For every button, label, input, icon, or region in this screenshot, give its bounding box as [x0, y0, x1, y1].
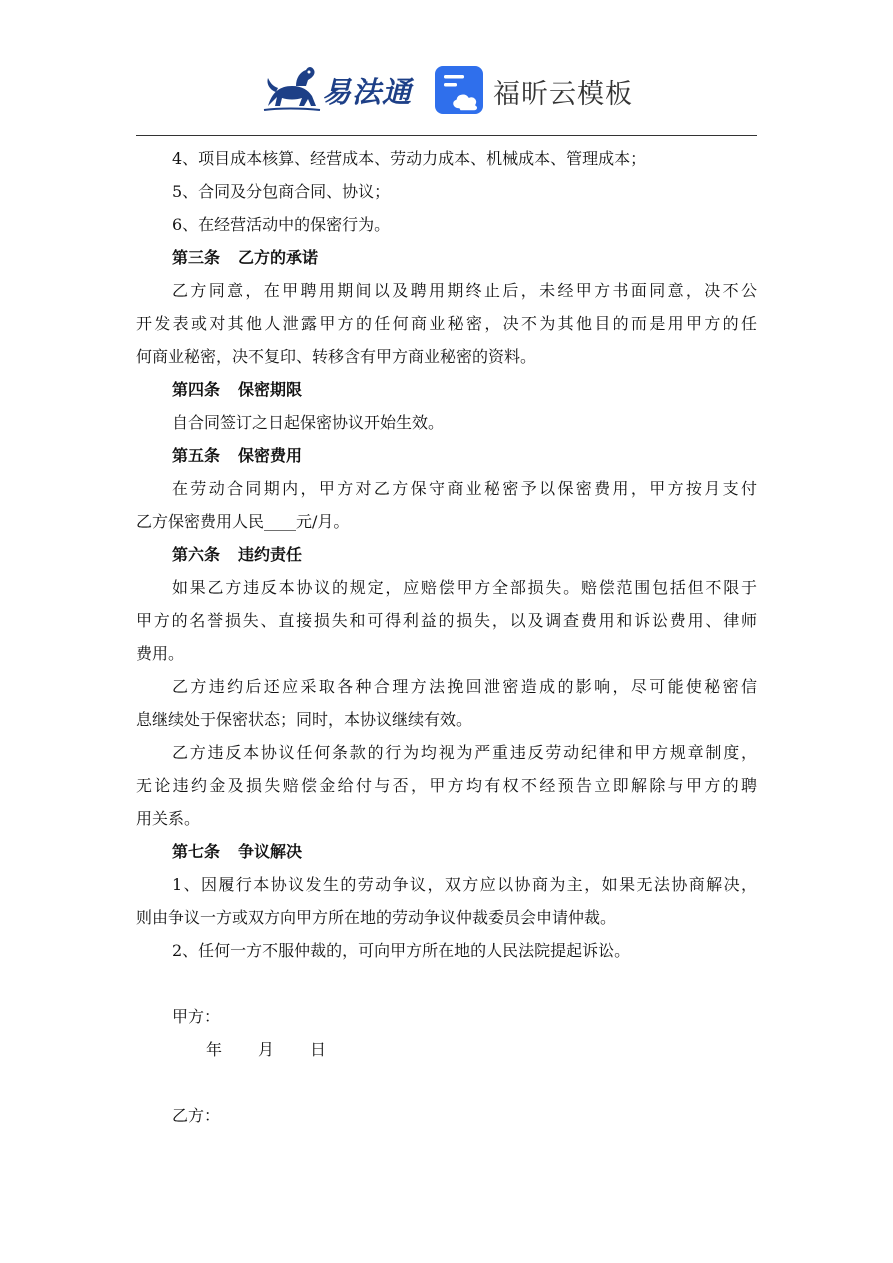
page-header	[0, 0, 893, 136]
article-number: 第三条	[172, 248, 221, 267]
logo-right-text: 福昕云模板	[493, 79, 633, 110]
article-number: 第六条	[172, 545, 221, 564]
article-number: 第五条	[172, 446, 221, 465]
article-title: 保密期限	[238, 380, 303, 399]
foxit-cloud-template-logo	[435, 64, 635, 118]
paragraph-line: 乙方同意，在甲聘用期间以及聘用期终止后，未经甲方书面同意，决不公	[172, 281, 757, 300]
logo-left-text: 易法通	[322, 75, 413, 109]
paragraph-line: 无论违约金及损失赔偿金给付与否，甲方均有权不经预告立即解除与甲方的聘	[136, 776, 757, 795]
paragraph-line: 自合同签订之日起保密协议开始生效。	[172, 413, 445, 432]
year-label: 年	[206, 1040, 223, 1059]
blank-line	[136, 967, 757, 1000]
yifatong-logo	[262, 62, 412, 116]
article-7-heading	[136, 835, 757, 868]
article-title: 违约责任	[238, 545, 303, 564]
paragraph-line: 息继续处于保密状态；同时，本协议继续有效。	[136, 710, 473, 729]
article-title: 乙方的承诺	[238, 248, 319, 267]
article-4-heading	[136, 373, 757, 406]
header-divider	[136, 135, 757, 136]
paragraph-line: 如果乙方违反本协议的规定，应赔偿甲方全部损失。赔偿范围包括但不限于	[172, 578, 757, 597]
article-title: 保密费用	[238, 446, 303, 465]
paragraph-line: 乙方保密费用人民____元/月。	[136, 512, 350, 531]
party-a-date	[136, 1033, 757, 1066]
paragraph-line: 开发表或对其他人泄露甲方的任何商业秘密，决不为其他目的而是用甲方的任	[136, 314, 757, 333]
month-label: 月	[258, 1040, 275, 1059]
paragraph-line: 4、项目成本核算、经营成本、劳动力成本、机械成本、管理成本；	[172, 149, 647, 168]
paragraph-line: 则由争议一方或双方向甲方所在地的劳动争议仲裁委员会申请仲裁。	[136, 908, 617, 927]
day-label: 日	[310, 1040, 327, 1059]
paragraph-line: 1、因履行本协议发生的劳动争议，双方应以协商为主，如果无法协商解决，	[172, 875, 757, 894]
paragraph-line: 用关系。	[136, 809, 201, 828]
article-number: 第四条	[172, 380, 221, 399]
article-3-heading	[136, 241, 757, 274]
document-body	[136, 142, 757, 1132]
paragraph-line: 2、任何一方不服仲裁的，可向甲方所在地的人民法院提起诉讼。	[172, 941, 631, 960]
paragraph-line: 5、合同及分包商合同、协议；	[172, 182, 391, 201]
party-a-label: 甲方：	[172, 1007, 221, 1026]
paragraph-line: 在劳动合同期内，甲方对乙方保守商业秘密予以保密费用，甲方按月支付	[172, 479, 757, 498]
article-5-heading	[136, 439, 757, 472]
paragraph-line: 乙方违反本协议任何条款的行为均视为严重违反劳动纪律和甲方规章制度，	[172, 743, 757, 762]
paragraph-line: 甲方的名誉损失、直接损失和可得利益的损失，以及调查费用和诉讼费用、律师	[136, 611, 757, 630]
qilin-icon	[262, 62, 324, 116]
cloud-document-icon	[435, 64, 487, 118]
article-title: 争议解决	[238, 842, 303, 861]
blank-line	[136, 1066, 757, 1099]
paragraph-line: 何商业秘密，决不复印、转移含有甲方商业秘密的资料。	[136, 347, 537, 366]
paragraph-line: 乙方违约后还应采取各种合理方法挽回泄密造成的影响，尽可能使秘密信	[172, 677, 757, 696]
article-number: 第七条	[172, 842, 221, 861]
paragraph-line: 费用。	[136, 644, 185, 663]
article-6-heading	[136, 538, 757, 571]
party-b-label: 乙方：	[172, 1106, 221, 1125]
paragraph-line: 6、在经营活动中的保密行为。	[172, 215, 391, 234]
